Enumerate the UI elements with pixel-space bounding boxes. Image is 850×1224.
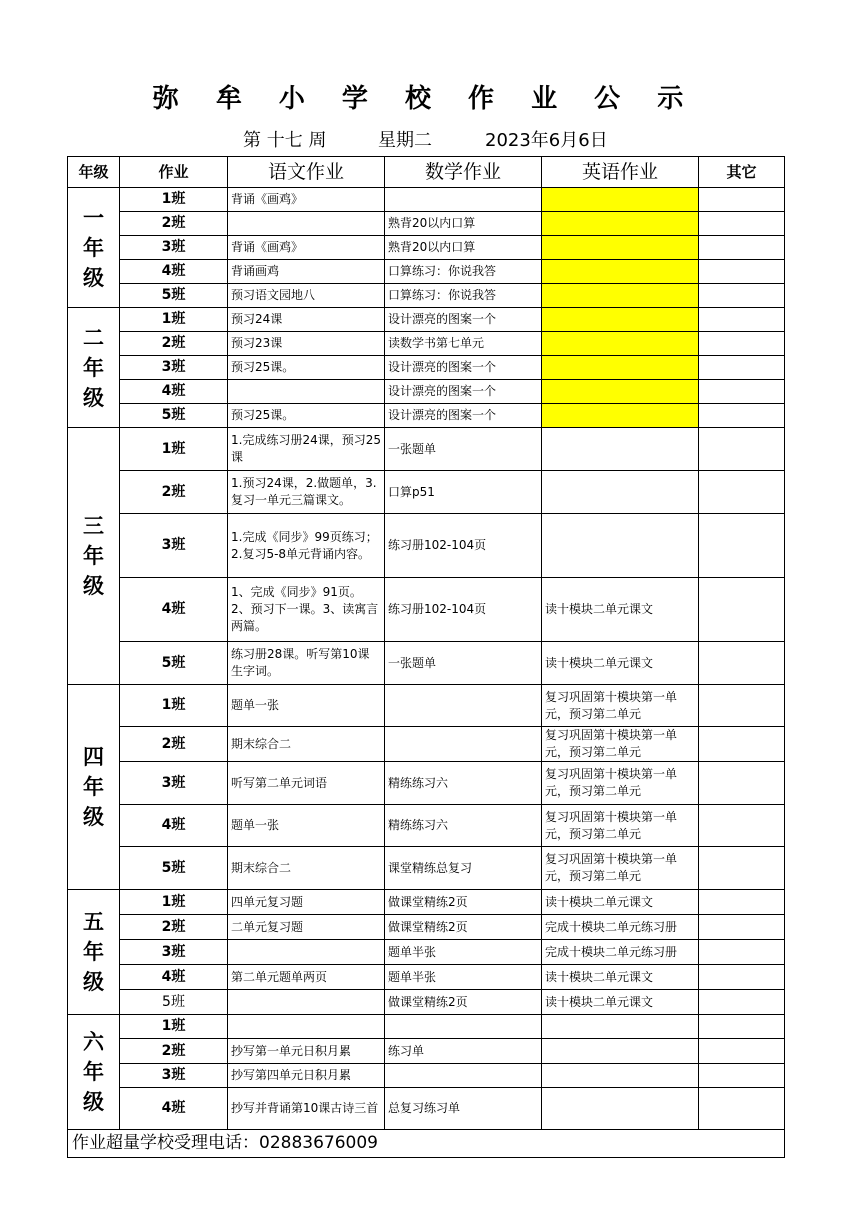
other-homework-cell: [699, 762, 785, 805]
math-homework-cell: [385, 727, 542, 762]
english-homework-cell: [542, 236, 699, 260]
class-cell: 3班: [120, 940, 228, 965]
english-homework-cell: [542, 284, 699, 308]
table-row: [68, 805, 785, 847]
class-cell: 1班: [120, 188, 228, 212]
class-cell: 3班: [120, 356, 228, 380]
chinese-homework-cell: 1.完成练习册24课，预习25课: [228, 428, 385, 471]
english-homework-cell: [542, 188, 699, 212]
date-label: 2023年6月6日: [485, 130, 608, 151]
chinese-homework-cell: [228, 212, 385, 236]
other-homework-cell: [699, 260, 785, 284]
english-homework-cell: [542, 356, 699, 380]
page-title: 弥 牟 小 学 校 作 业 公 示: [152, 84, 698, 114]
english-homework-cell: 读十模块二单元课文: [542, 578, 699, 642]
english-homework-cell: [542, 514, 699, 578]
class-cell: 2班: [120, 332, 228, 356]
header-other: 其它: [699, 157, 785, 188]
class-cell: 4班: [120, 805, 228, 847]
english-homework-cell: [542, 428, 699, 471]
chinese-homework-cell: [228, 1015, 385, 1039]
table-row: [68, 1064, 785, 1088]
class-cell: 3班: [120, 514, 228, 578]
class-cell: 1班: [120, 685, 228, 727]
table-row: [68, 260, 785, 284]
other-homework-cell: [699, 940, 785, 965]
other-homework-cell: [699, 727, 785, 762]
other-homework-cell: [699, 990, 785, 1015]
chinese-homework-cell: 预习25课。: [228, 404, 385, 428]
other-homework-cell: [699, 965, 785, 990]
table-row: [68, 471, 785, 514]
class-cell: 2班: [120, 915, 228, 940]
table-row: [68, 1015, 785, 1039]
table-row: [68, 890, 785, 915]
grade-label: 四 年 级: [68, 685, 120, 890]
english-homework-cell: 复习巩固第十模块第一单元，预习第二单元: [542, 685, 699, 727]
other-homework-cell: [699, 685, 785, 727]
chinese-homework-cell: 预习语文园地八: [228, 284, 385, 308]
class-cell: 3班: [120, 1064, 228, 1088]
math-homework-cell: 设计漂亮的图案一个: [385, 356, 542, 380]
chinese-homework-cell: 题单一张: [228, 685, 385, 727]
other-homework-cell: [699, 578, 785, 642]
homework-table: [67, 156, 785, 1158]
table-row: [68, 236, 785, 260]
table-row: [68, 990, 785, 1015]
table-row: [68, 308, 785, 332]
header-row: [68, 157, 785, 188]
header-english: 英语作业: [542, 157, 699, 188]
other-homework-cell: [699, 1015, 785, 1039]
class-cell: 4班: [120, 380, 228, 404]
english-homework-cell: 读十模块二单元课文: [542, 890, 699, 915]
table-row: [68, 332, 785, 356]
english-homework-cell: [542, 380, 699, 404]
class-cell: 2班: [120, 471, 228, 514]
other-homework-cell: [699, 642, 785, 685]
table-row: [68, 380, 785, 404]
chinese-homework-cell: 预习24课: [228, 308, 385, 332]
chinese-homework-cell: 练习册28课。听写第10课生字词。: [228, 642, 385, 685]
grade-label: 六 年 级: [68, 1015, 120, 1130]
table-row: [68, 404, 785, 428]
math-homework-cell: 总复习练习单: [385, 1088, 542, 1130]
table-row: [68, 940, 785, 965]
english-homework-cell: 复习巩固第十模块第一单元，预习第二单元: [542, 727, 699, 762]
footer-hotline: 作业超量学校受理电话：02883676009: [68, 1130, 785, 1158]
chinese-homework-cell: 二单元复习题: [228, 915, 385, 940]
chinese-homework-cell: 1.预习24课，2.做题单，3.复习一单元三篇课文。: [228, 471, 385, 514]
math-homework-cell: 口算练习：你说我答: [385, 260, 542, 284]
class-cell: 1班: [120, 890, 228, 915]
class-cell: 5班: [120, 284, 228, 308]
math-homework-cell: 设计漂亮的图案一个: [385, 308, 542, 332]
chinese-homework-cell: [228, 380, 385, 404]
english-homework-cell: 复习巩固第十模块第一单元，预习第二单元: [542, 762, 699, 805]
chinese-homework-cell: 题单一张: [228, 805, 385, 847]
chinese-homework-cell: 四单元复习题: [228, 890, 385, 915]
other-homework-cell: [699, 380, 785, 404]
math-homework-cell: 课堂精练总复习: [385, 847, 542, 890]
other-homework-cell: [699, 188, 785, 212]
class-cell: 4班: [120, 578, 228, 642]
table-row: [68, 685, 785, 727]
chinese-homework-cell: [228, 940, 385, 965]
math-homework-cell: 练习单: [385, 1039, 542, 1064]
english-homework-cell: [542, 1015, 699, 1039]
header-grade: 年级: [68, 157, 120, 188]
class-cell: 5班: [120, 642, 228, 685]
math-homework-cell: 读数学书第七单元: [385, 332, 542, 356]
math-homework-cell: 做课堂精练2页: [385, 890, 542, 915]
chinese-homework-cell: 第二单元题单两页: [228, 965, 385, 990]
table-row: [68, 1039, 785, 1064]
weekday-label: 星期二: [378, 130, 432, 151]
other-homework-cell: [699, 404, 785, 428]
math-homework-cell: [385, 685, 542, 727]
english-homework-cell: 读十模块二单元课文: [542, 965, 699, 990]
english-homework-cell: [542, 308, 699, 332]
english-homework-cell: [542, 332, 699, 356]
english-homework-cell: 读十模块二单元课文: [542, 642, 699, 685]
chinese-homework-cell: 期末综合二: [228, 727, 385, 762]
math-homework-cell: 题单半张: [385, 940, 542, 965]
english-homework-cell: [542, 1039, 699, 1064]
table-row: [68, 642, 785, 685]
class-cell: 1班: [120, 308, 228, 332]
table-row: [68, 356, 785, 380]
header-homework: 作业: [120, 157, 228, 188]
class-cell: 3班: [120, 762, 228, 805]
table-row: [68, 762, 785, 805]
class-cell: 2班: [120, 212, 228, 236]
english-homework-cell: [542, 1088, 699, 1130]
english-homework-cell: [542, 212, 699, 236]
english-homework-cell: 完成十模块二单元练习册: [542, 940, 699, 965]
grade-label: 二 年 级: [68, 308, 120, 428]
header-math: 数学作业: [385, 157, 542, 188]
other-homework-cell: [699, 471, 785, 514]
chinese-homework-cell: 期末综合二: [228, 847, 385, 890]
grade-label: 三 年 级: [68, 428, 120, 685]
other-homework-cell: [699, 1064, 785, 1088]
table-row: [68, 1088, 785, 1130]
class-cell: 5班: [120, 404, 228, 428]
math-homework-cell: 做课堂精练2页: [385, 990, 542, 1015]
english-homework-cell: [542, 404, 699, 428]
table-row: [68, 514, 785, 578]
other-homework-cell: [699, 332, 785, 356]
math-homework-cell: 设计漂亮的图案一个: [385, 404, 542, 428]
table-row: [68, 727, 785, 762]
english-homework-cell: [542, 1064, 699, 1088]
math-homework-cell: [385, 1015, 542, 1039]
table-row: [68, 915, 785, 940]
chinese-homework-cell: 1.完成《同步》99页练习；2.复习5-8单元背诵内容。: [228, 514, 385, 578]
chinese-homework-cell: 听写第二单元词语: [228, 762, 385, 805]
other-homework-cell: [699, 308, 785, 332]
class-cell: 1班: [120, 428, 228, 471]
table-row: [68, 428, 785, 471]
other-homework-cell: [699, 236, 785, 260]
other-homework-cell: [699, 915, 785, 940]
other-homework-cell: [699, 847, 785, 890]
class-cell: 3班: [120, 236, 228, 260]
math-homework-cell: 做课堂精练2页: [385, 915, 542, 940]
english-homework-cell: 完成十模块二单元练习册: [542, 915, 699, 940]
grade-label: 五 年 级: [68, 890, 120, 1015]
english-homework-cell: [542, 471, 699, 514]
chinese-homework-cell: 抄写并背诵第10课古诗三首: [228, 1088, 385, 1130]
other-homework-cell: [699, 428, 785, 471]
table-row: [68, 847, 785, 890]
other-homework-cell: [699, 1039, 785, 1064]
chinese-homework-cell: 背诵画鸡: [228, 260, 385, 284]
chinese-homework-cell: 背诵《画鸡》: [228, 188, 385, 212]
chinese-homework-cell: [228, 990, 385, 1015]
math-homework-cell: 熟背20以内口算: [385, 212, 542, 236]
chinese-homework-cell: 背诵《画鸡》: [228, 236, 385, 260]
math-homework-cell: [385, 188, 542, 212]
grade-label: 一 年 级: [68, 188, 120, 308]
other-homework-cell: [699, 890, 785, 915]
math-homework-cell: 练习册102-104页: [385, 578, 542, 642]
math-homework-cell: 口算p51: [385, 471, 542, 514]
header-chinese: 语文作业: [228, 157, 385, 188]
english-homework-cell: 读十模块二单元课文: [542, 990, 699, 1015]
table-row: [68, 188, 785, 212]
chinese-homework-cell: 抄写第四单元日积月累: [228, 1064, 385, 1088]
class-cell: 4班: [120, 965, 228, 990]
math-homework-cell: [385, 1064, 542, 1088]
week-label: 第 十七 周: [243, 130, 327, 151]
other-homework-cell: [699, 356, 785, 380]
chinese-homework-cell: 预习25课。: [228, 356, 385, 380]
class-cell: 2班: [120, 1039, 228, 1064]
other-homework-cell: [699, 514, 785, 578]
math-homework-cell: 练习册102-104页: [385, 514, 542, 578]
math-homework-cell: 设计漂亮的图案一个: [385, 380, 542, 404]
class-cell: 4班: [120, 1088, 228, 1130]
table-row: [68, 284, 785, 308]
english-homework-cell: 复习巩固第十模块第一单元，预习第二单元: [542, 847, 699, 890]
other-homework-cell: [699, 805, 785, 847]
class-cell: 5班: [120, 847, 228, 890]
english-homework-cell: 复习巩固第十模块第一单元，预习第二单元: [542, 805, 699, 847]
math-homework-cell: 精练练习六: [385, 805, 542, 847]
math-homework-cell: 一张题单: [385, 428, 542, 471]
math-homework-cell: 一张题单: [385, 642, 542, 685]
table-row: [68, 965, 785, 990]
math-homework-cell: 题单半张: [385, 965, 542, 990]
math-homework-cell: 口算练习：你说我答: [385, 284, 542, 308]
chinese-homework-cell: 1、完成《同步》91页。2、预习下一课。3、读寓言两篇。: [228, 578, 385, 642]
chinese-homework-cell: 抄写第一单元日积月累: [228, 1039, 385, 1064]
table-row: [68, 578, 785, 642]
class-cell: 2班: [120, 727, 228, 762]
math-homework-cell: 精练练习六: [385, 762, 542, 805]
other-homework-cell: [699, 212, 785, 236]
math-homework-cell: 熟背20以内口算: [385, 236, 542, 260]
class-cell: 4班: [120, 260, 228, 284]
class-cell: 5班: [120, 990, 228, 1015]
class-cell: 1班: [120, 1015, 228, 1039]
english-homework-cell: [542, 260, 699, 284]
other-homework-cell: [699, 284, 785, 308]
chinese-homework-cell: 预习23课: [228, 332, 385, 356]
table-row: [68, 212, 785, 236]
other-homework-cell: [699, 1088, 785, 1130]
